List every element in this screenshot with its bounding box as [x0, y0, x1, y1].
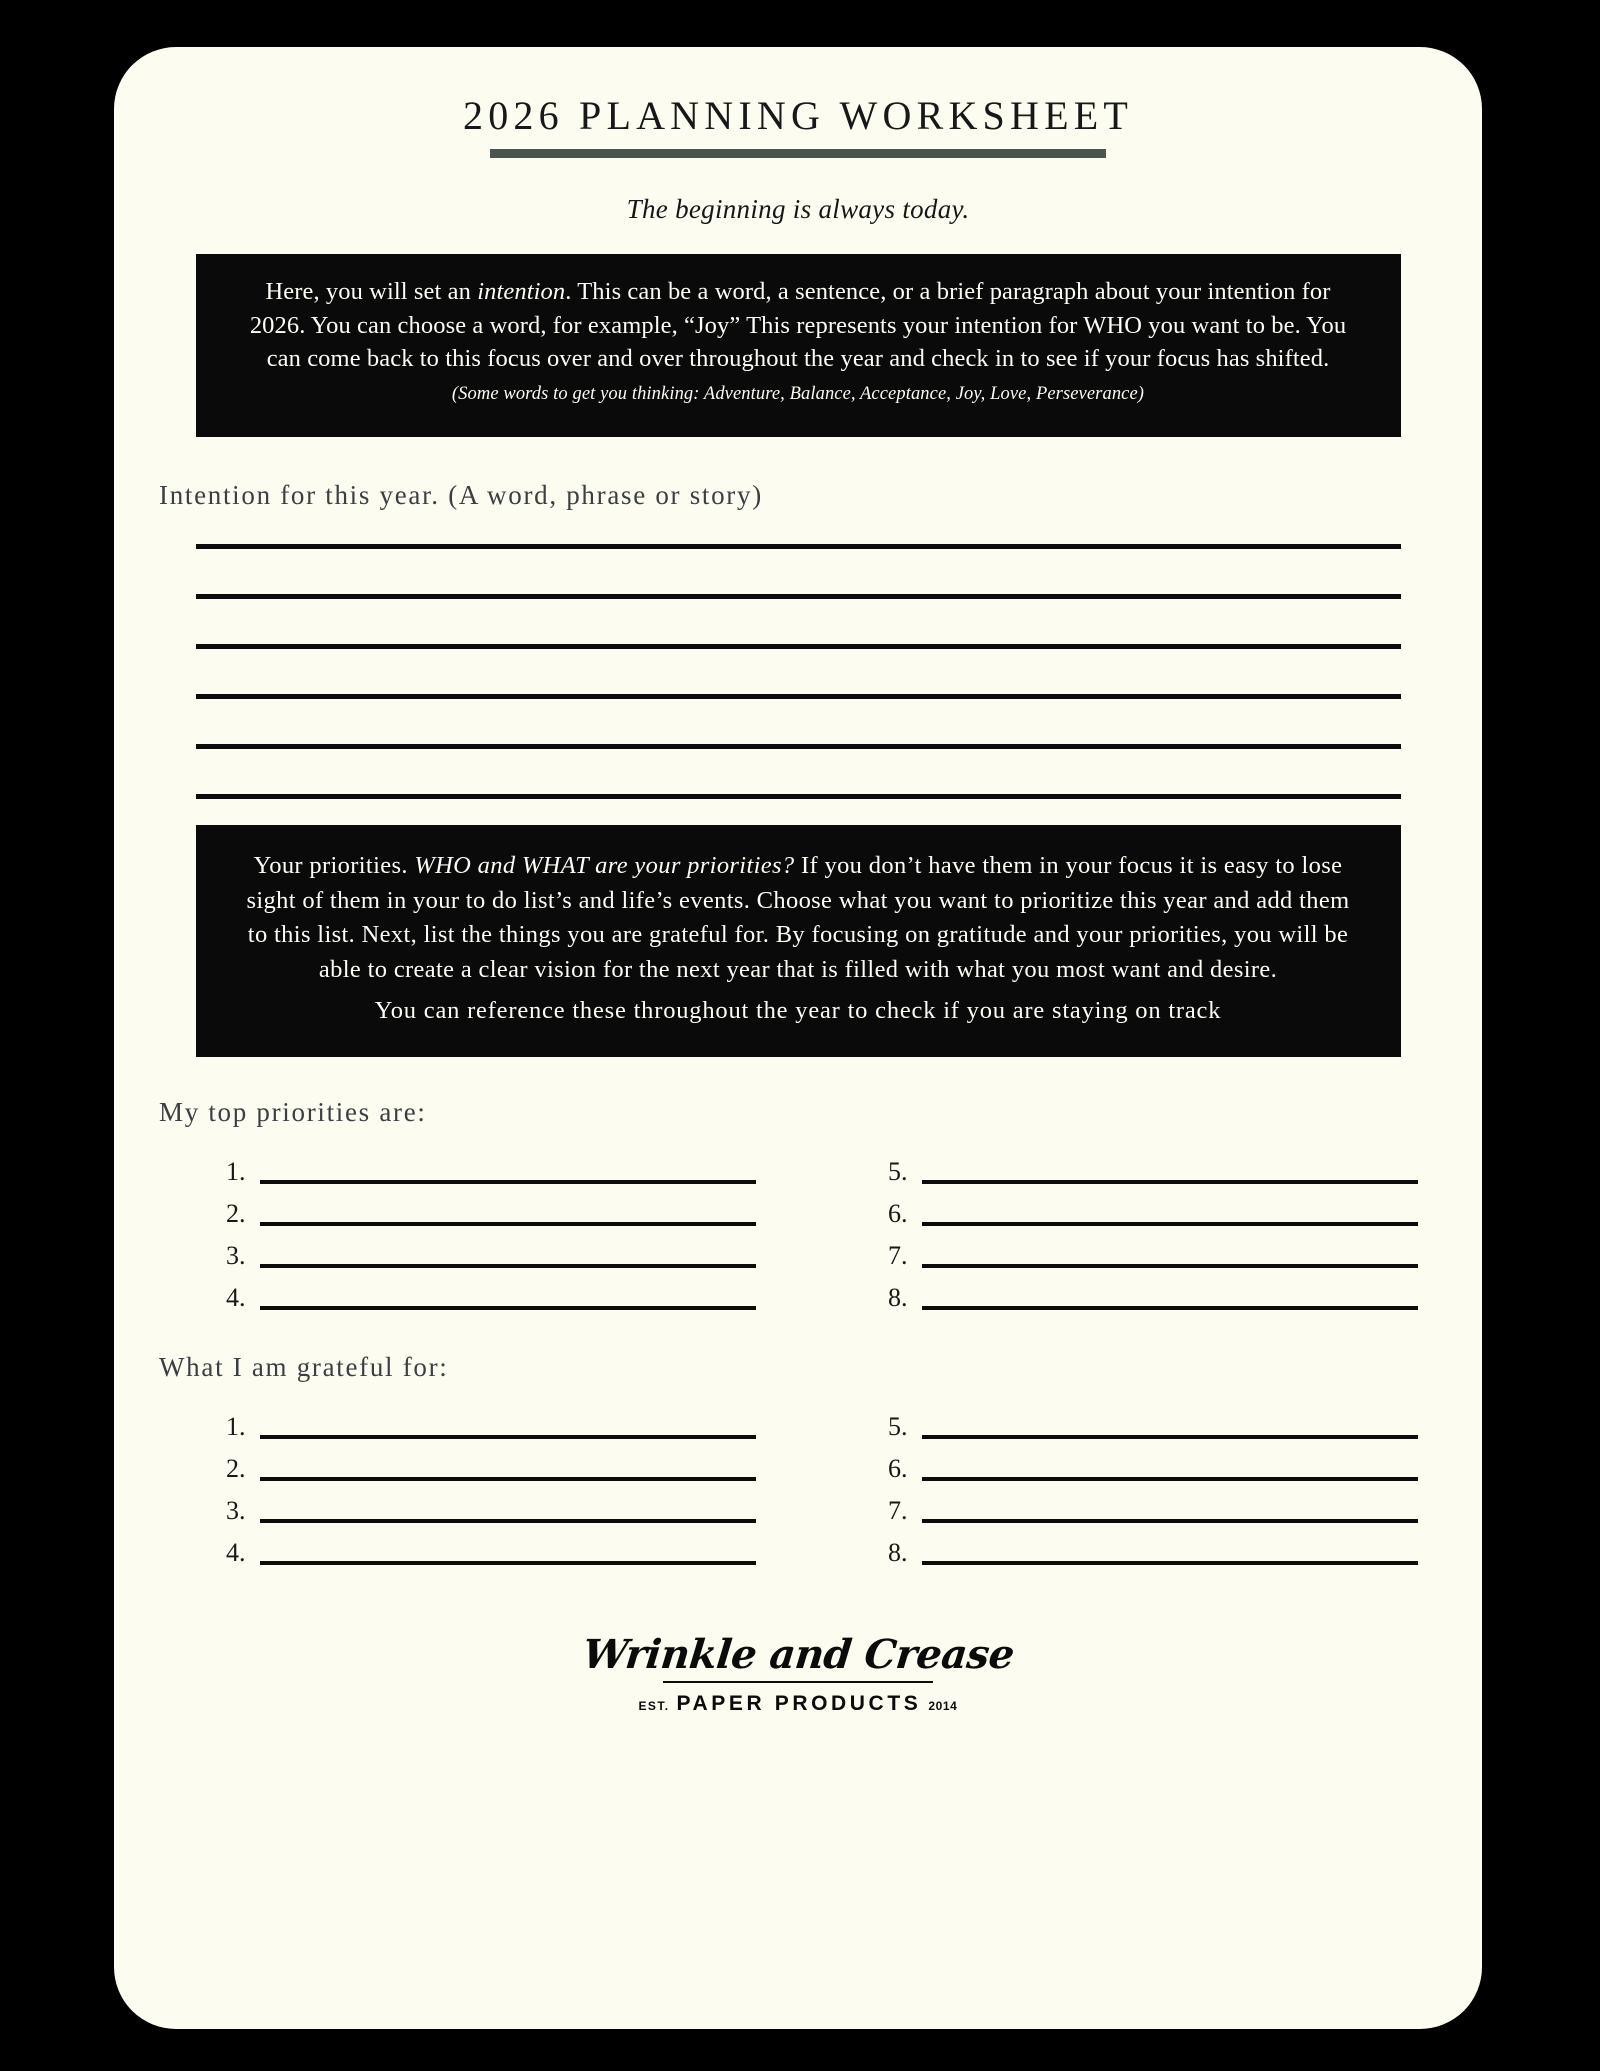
brand-product-line: PAPER PRODUCTS	[676, 1691, 922, 1715]
list-number: 5.	[888, 1156, 908, 1186]
entry-line[interactable]	[922, 1519, 1418, 1523]
priorities-list	[178, 1146, 1418, 1314]
writing-line[interactable]	[196, 744, 1401, 749]
list-number: 6.	[888, 1453, 908, 1483]
list-number: 8.	[888, 1537, 908, 1567]
list-item[interactable]	[226, 1485, 756, 1527]
priorities-text-rest: If you don’t have them in your focus it is easy to lose sight of them in your to do list’s and life’s events. Choose what you want to prioritize this year and add them to this list. Next, list the things you are grateful for. By focusing on gratitude and your priorities, you will be able to create a clear vision for the next year that is filled with what you most want and desire.	[246, 851, 1350, 984]
intention-writing-lines	[196, 544, 1401, 799]
entry-line[interactable]	[922, 1477, 1418, 1481]
list-number: 1.	[226, 1411, 246, 1441]
list-item[interactable]	[226, 1188, 756, 1230]
list-item[interactable]	[888, 1443, 1418, 1485]
list-item[interactable]	[226, 1443, 756, 1485]
priorities-closing-line: You can reference these throughout the year to check if you are staying on track	[374, 996, 1222, 1024]
entry-line[interactable]	[922, 1435, 1418, 1439]
list-number: 3.	[226, 1495, 246, 1525]
entry-line[interactable]	[922, 1264, 1418, 1268]
list-number: 6.	[888, 1198, 908, 1228]
entry-line[interactable]	[922, 1306, 1418, 1310]
entry-line[interactable]	[260, 1306, 756, 1310]
entry-line[interactable]	[260, 1222, 756, 1226]
page-subtitle: The beginning is always today.	[626, 194, 970, 224]
list-item[interactable]	[226, 1272, 756, 1314]
entry-line[interactable]	[922, 1180, 1418, 1184]
entry-line[interactable]	[260, 1477, 756, 1481]
list-item[interactable]	[888, 1485, 1418, 1527]
grateful-left-column	[226, 1401, 756, 1569]
entry-line[interactable]	[922, 1561, 1418, 1565]
intention-instruction-box	[196, 254, 1401, 437]
page-header	[114, 47, 1482, 158]
intention-emphasis-word: intention	[477, 278, 566, 305]
writing-line[interactable]	[196, 794, 1401, 799]
brand-est-label: EST.	[638, 1698, 670, 1713]
list-number: 4.	[226, 1282, 246, 1312]
list-number: 7.	[888, 1495, 908, 1525]
list-number: 3.	[226, 1240, 246, 1270]
entry-line[interactable]	[260, 1519, 756, 1523]
intention-text-lead: Here, you will set an	[265, 278, 478, 305]
intention-text-rest: . This can be a word, a sentence, or a brief paragraph about your intention for 2026. You can choose a word, for example, “Joy” This represents your intention for WHO you want to be. You can come back to this focus over and over throughout the year and check in to see if your focus has shifted.	[249, 278, 1347, 373]
intention-section-label: Intention for this year. (A word, phrase or story)	[159, 479, 763, 510]
list-item[interactable]	[888, 1230, 1418, 1272]
worksheet-page	[114, 47, 1482, 2029]
list-number: 5.	[888, 1411, 908, 1441]
list-number: 8.	[888, 1282, 908, 1312]
list-number: 4.	[226, 1537, 246, 1567]
list-item[interactable]	[226, 1230, 756, 1272]
entry-line[interactable]	[260, 1435, 756, 1439]
list-number: 7.	[888, 1240, 908, 1270]
entry-line[interactable]	[922, 1222, 1418, 1226]
priorities-emphasis-question: WHO and WHAT are your priorities?	[414, 851, 795, 879]
title-underline-rule	[490, 149, 1106, 158]
entry-line[interactable]	[260, 1561, 756, 1565]
priorities-instruction-text	[234, 849, 1363, 988]
priorities-left-column	[226, 1146, 756, 1314]
priorities-section-label: My top priorities are:	[159, 1096, 427, 1127]
list-item[interactable]	[888, 1401, 1418, 1443]
grateful-right-column	[888, 1401, 1418, 1569]
writing-line[interactable]	[196, 694, 1401, 699]
list-item[interactable]	[226, 1401, 756, 1443]
brand-script-name: Wrinkle and Crease	[580, 1630, 1016, 1678]
grateful-section-label: What I am grateful for:	[159, 1351, 449, 1382]
list-item[interactable]	[226, 1527, 756, 1569]
brand-divider-rule	[663, 1681, 933, 1683]
writing-line[interactable]	[196, 594, 1401, 599]
intention-instruction-text	[236, 275, 1361, 376]
list-item[interactable]	[888, 1527, 1418, 1569]
priorities-text-lead: Your priorities.	[253, 851, 415, 879]
entry-line[interactable]	[260, 1180, 756, 1184]
brand-tagline	[114, 1692, 1482, 1716]
list-number: 2.	[226, 1198, 246, 1228]
intention-word-hint: (Some words to get you thinking: Adventure, Balance, Acceptance, Joy, Love, Perseverance)	[451, 383, 1145, 404]
list-item[interactable]	[226, 1146, 756, 1188]
list-item[interactable]	[888, 1272, 1418, 1314]
entry-line[interactable]	[260, 1264, 756, 1268]
priorities-instruction-box	[196, 825, 1401, 1057]
brand-year: 2014	[928, 1698, 958, 1713]
grateful-list	[178, 1401, 1418, 1569]
list-number: 2.	[226, 1453, 246, 1483]
brand-logo	[114, 1631, 1482, 1716]
list-item[interactable]	[888, 1188, 1418, 1230]
page-title: 2026 PLANNING WORKSHEET	[463, 93, 1133, 138]
list-number: 1.	[226, 1156, 246, 1186]
priorities-right-column	[888, 1146, 1418, 1314]
writing-line[interactable]	[196, 644, 1401, 649]
list-item[interactable]	[888, 1146, 1418, 1188]
writing-line[interactable]	[196, 544, 1401, 549]
